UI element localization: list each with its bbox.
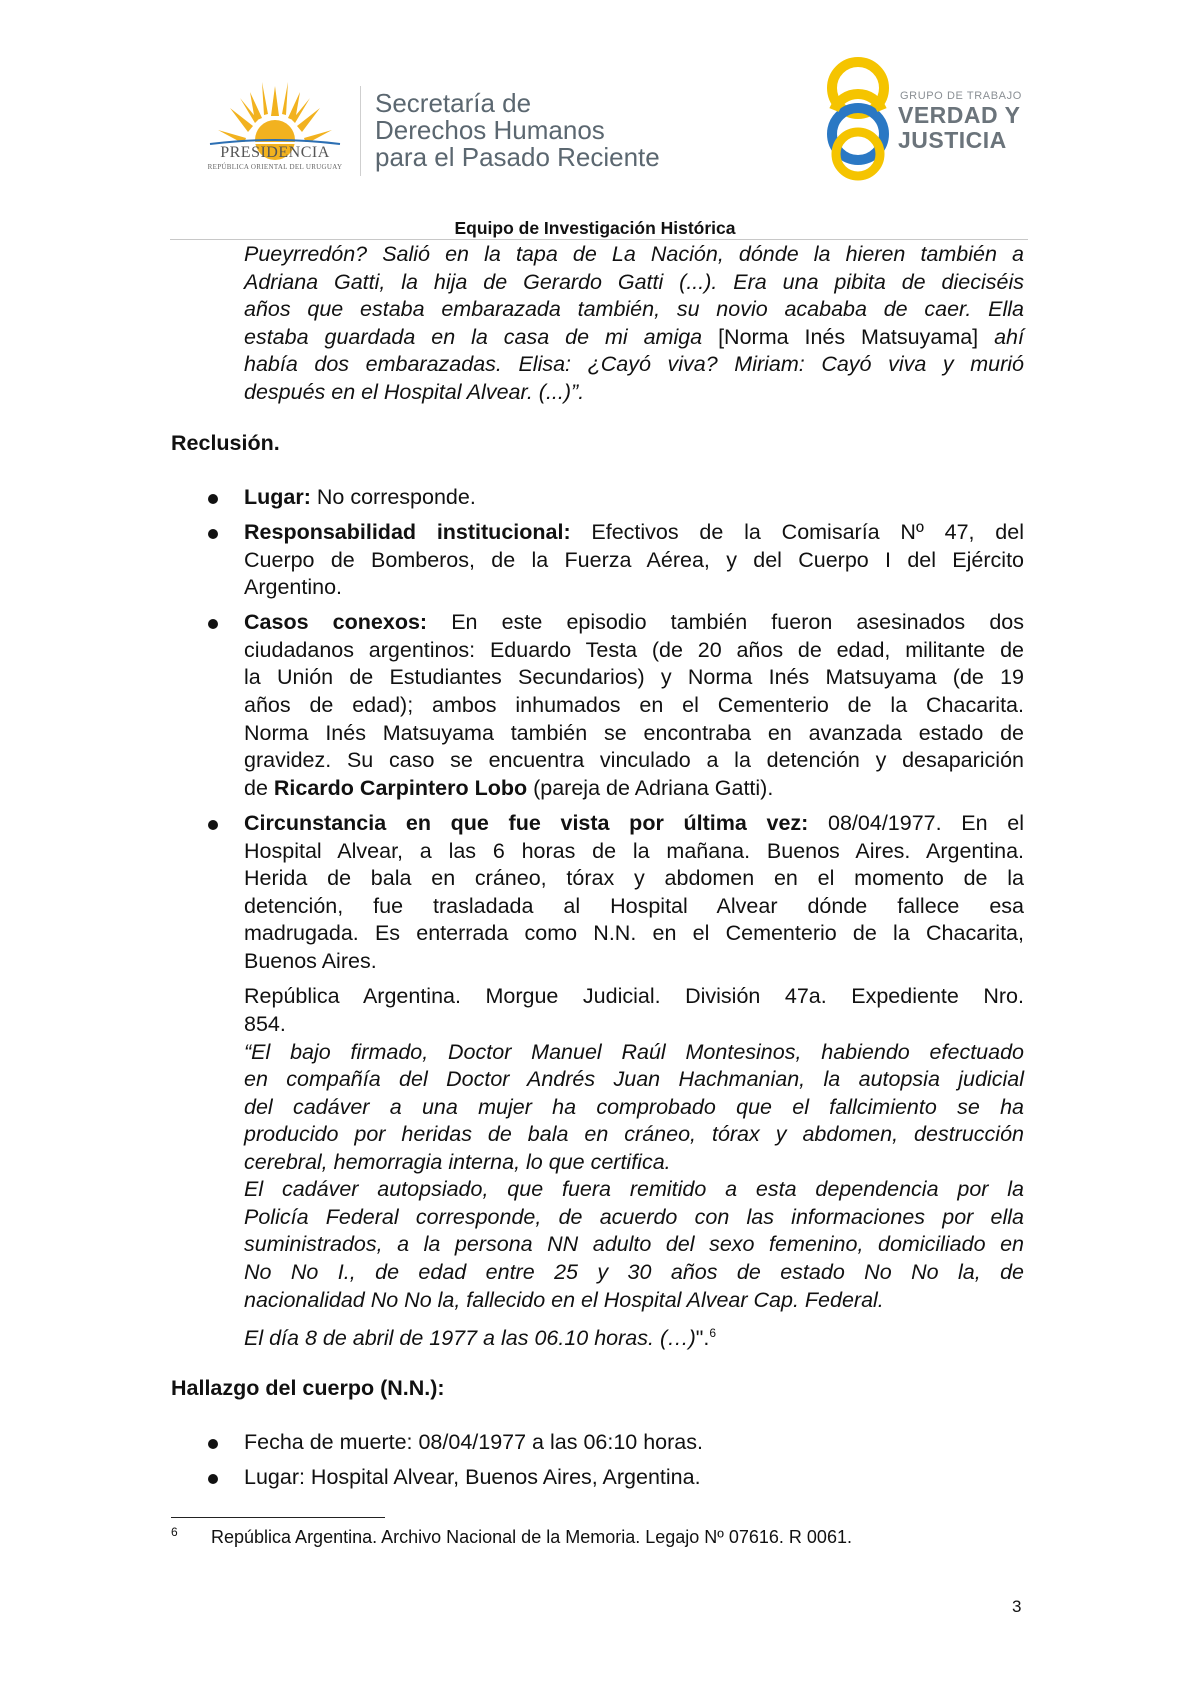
verdad-justicia-logo (818, 54, 898, 182)
autopsy-quote-line: del cadáver a una mujer ha comprobado que el fallcimiento se ha (244, 1095, 1024, 1119)
section-heading-hallazgo: Hallazgo del cuerpo (N.N.): (171, 1376, 445, 1400)
grupo-label: GRUPO DE TRABAJO (900, 90, 1022, 102)
hallazgo-item: Lugar: Hospital Alvear, Buenos Aires, Argentina. (244, 1465, 701, 1489)
quote-fragment: estaba guardada en la casa de mi amiga (244, 325, 719, 349)
autopsy-quote-line: en compañía del Doctor Andrés Juan Hachmanian, la autopsia judicial (244, 1067, 1024, 1091)
circ-line: madrugada. Es enterrada como N.N. en el Cementerio de la Chacarita, (244, 921, 1024, 945)
circ-line: Herida de bala en cráneo, tórax y abdomen en el momento de la (244, 866, 1024, 890)
autopsy-quote-line: “El bajo firmado, Doctor Manuel Raúl Montesinos, habiendo efectuado (244, 1040, 1024, 1064)
justicia-label: JUSTICIA (898, 127, 1007, 153)
circ-text: 08/04/1977. En el (808, 811, 1024, 835)
quote-line (244, 324, 1024, 352)
quote-line: Adriana Gatti, la hija de Gerardo Gatti (...). Era una pibita de dieciséis (244, 270, 1024, 294)
header-rule (170, 239, 1028, 240)
casos-label: Casos conexos: (244, 610, 428, 634)
header-divider (360, 86, 361, 176)
quote-fragment: ahí (978, 325, 1024, 349)
interlocked-rings-icon (818, 54, 898, 182)
resp-item (244, 519, 1024, 547)
page-number: 3 (1012, 1597, 1022, 1616)
casos-line: gravidez. Su caso se encuentra vinculado a la detención y desaparición (244, 748, 1024, 772)
quote-close: ". (695, 1326, 710, 1351)
circ-line: Hospital Alvear, a las 6 horas de la mañana. Buenos Aires. Argentina. (244, 839, 1024, 863)
autopsy-quote-line: cerebral, hemorragia interna, lo que certifica. (244, 1150, 671, 1174)
lugar-text: No corresponde. (310, 485, 476, 509)
footnote-number: 6 (171, 1525, 178, 1539)
bullet-icon (208, 820, 218, 830)
casos-text: En este episodio también fueron asesinados dos (427, 610, 1024, 634)
autopsy-quote-line: El cadáver autopsiado, que fuera remitido a esta dependencia por la (244, 1177, 1024, 1201)
resp-line: Argentino. (244, 575, 343, 599)
casos-line: ciudadanos argentinos: Eduardo Testa (de 20 años de edad, militante de (244, 638, 1024, 662)
autopsy-quote-line: No No I., de edad entre 25 y 30 años de estado No No la, de (244, 1260, 1024, 1284)
circ-label: Circunstancia en que fue vista por última vez: (244, 811, 809, 835)
footnote-rule (171, 1517, 385, 1518)
footnote-reference[interactable]: 6 (709, 1326, 717, 1340)
casos-line: años de edad); ambos inhumados en el Cementerio de la Chacarita. (244, 693, 1024, 717)
bullet-icon (208, 494, 218, 504)
autopsy-quote-line: producido por heridas de bala en cráneo, tórax y abdomen, destrucción (244, 1122, 1024, 1146)
lugar-label: Lugar: (244, 485, 311, 509)
autopsy-quote-line (244, 1320, 716, 1353)
quote-bracket-note: [Norma Inés Matsuyama] (718, 325, 979, 349)
morgue-line: República Argentina. Morgue Judicial. División 47a. Expediente Nro. (244, 984, 1024, 1008)
secretaria-line-3: para el Pasado Reciente (375, 142, 660, 172)
autopsy-quote-line: nacionalidad No No la, fallecido en el Hospital Alvear Cap. Federal. (244, 1288, 884, 1312)
footnote-text: República Argentina. Archivo Nacional de la Memoria. Legajo Nº 07616. R 0061. (211, 1527, 852, 1547)
bullet-icon (208, 1439, 218, 1449)
team-title: Equipo de Investigación Histórica (454, 218, 736, 238)
resp-text: Efectivos de la Comisaría Nº 47, del (570, 520, 1024, 544)
secretaria-line-2: Derechos Humanos (375, 115, 605, 145)
secretaria-title (375, 90, 660, 171)
resp-line: Cuerpo de Bomberos, de la Fuerza Aérea, y del Cuerpo I del Ejército (244, 548, 1024, 572)
verdad-label: VERDAD Y (898, 102, 1021, 128)
circ-line: detención, fue trasladada al Hospital Alvear dónde fallece esa (244, 894, 1024, 918)
circ-item (244, 810, 1024, 838)
autopsy-date: El día 8 de abril de 1977 a las 06.10 horas. (…) (244, 1326, 696, 1351)
section-heading-reclusion: Reclusión. (171, 431, 280, 455)
autopsy-quote-line: suministrados, a la persona NN adulto del sexo femenino, domiciliado en (244, 1232, 1024, 1256)
casos-text: de (244, 776, 274, 800)
bullet-icon (208, 619, 218, 629)
bullet-icon (208, 1474, 218, 1484)
casos-text: (pareja de Adriana Gatti). (527, 776, 774, 800)
bullet-icon (208, 529, 218, 539)
morgue-line: 854. (244, 1012, 286, 1036)
verdad-justicia-title (898, 103, 1020, 153)
quote-line: había dos embarazadas. Elisa: ¿Cayó viva? Miriam: Cayó viva y murió (244, 352, 1024, 376)
presidencia-label: PRESIDENCIA (220, 144, 330, 161)
person-name: Ricardo Carpintero Lobo (273, 776, 528, 800)
lugar-item (244, 484, 476, 512)
quote-line: años que estaba embarazada también, su novio acababa de caer. Ella (244, 297, 1024, 321)
hallazgo-item: Fecha de muerte: 08/04/1977 a las 06:10 horas. (244, 1430, 703, 1454)
casos-item (244, 609, 1024, 637)
secretaria-line-1: Secretaría de (375, 88, 532, 118)
quote-line: después en el Hospital Alvear. (...)”. (244, 380, 585, 404)
casos-line: Norma Inés Matsuyama también se encontraba en avanzada estado de (244, 721, 1024, 745)
autopsy-quote-line: Policía Federal corresponde, de acuerdo con las informaciones por ella (244, 1205, 1024, 1229)
resp-label: Responsabilidad institucional: (244, 520, 571, 544)
quote-line: Pueyrredón? Salió en la tapa de La Nación, dónde la hieren también a (244, 242, 1024, 266)
casos-line: la Unión de Estudiantes Secundarios) y Norma Inés Matsuyama (de 19 (244, 665, 1024, 689)
circ-line: Buenos Aires. (244, 949, 377, 973)
casos-line (244, 775, 773, 803)
republica-label: REPÚBLICA ORIENTAL DEL URUGUAY (207, 163, 343, 171)
